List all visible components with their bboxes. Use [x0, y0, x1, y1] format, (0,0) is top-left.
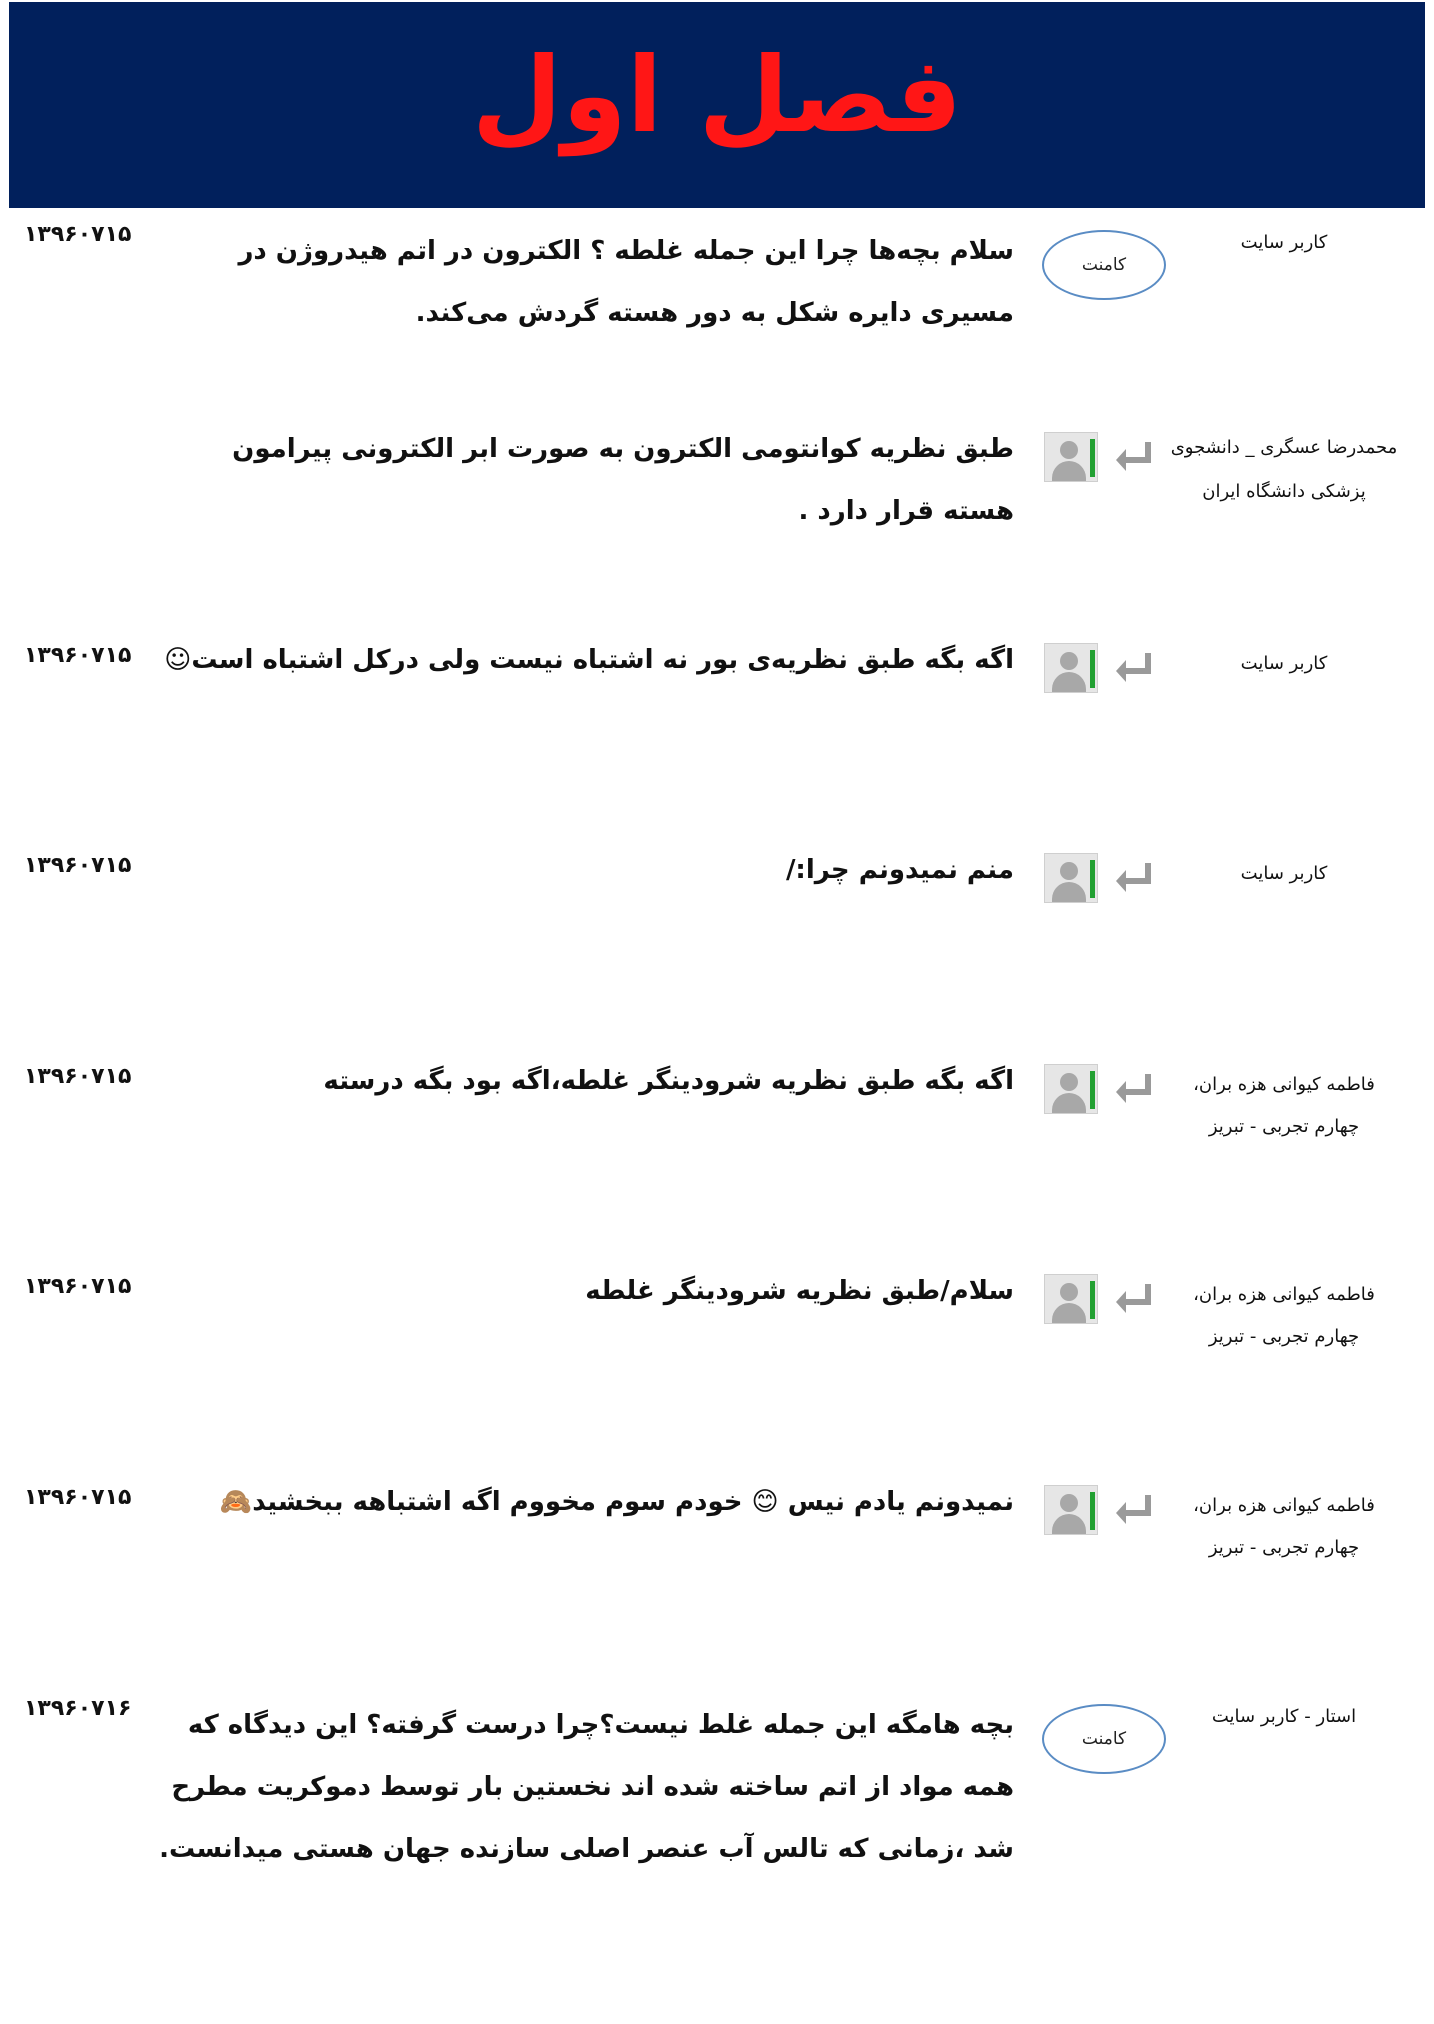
reply-arrow-icon[interactable]	[1112, 434, 1156, 478]
reply-date: ۱۳۹۶۰۷۱۵	[24, 1485, 132, 1510]
reply-date: ۱۳۹۶۰۷۱۵	[24, 1064, 132, 1089]
reply-text: اگه بگه طبق نظریه شرودینگر غلطه،اگه بود بگه درسته	[323, 1066, 1014, 1096]
reply-author: کاربر سایت	[1240, 863, 1328, 884]
comment-date: ۱۳۹۶۰۷۱۶	[24, 1696, 132, 1721]
comment-date: ۱۳۹۶۰۷۱۵	[24, 222, 132, 247]
reply-arrow-icon[interactable]	[1112, 855, 1156, 899]
comment-badge: کامنت	[1042, 1704, 1166, 1774]
reply-date: ۱۳۹۶۰۷۱۵	[24, 643, 132, 668]
reply-text: نمیدونم یادم نیس 😊 خودم سوم مخووم اگه اشتباهه ببخشید🙈	[219, 1487, 1014, 1517]
reply-author: کاربر سایت	[1240, 653, 1328, 674]
reply-arrow-icon[interactable]	[1112, 645, 1156, 689]
avatar	[1044, 1274, 1098, 1324]
reply-arrow-icon[interactable]	[1112, 1066, 1156, 1110]
reply-date: ۱۳۹۶۰۷۱۵	[24, 853, 132, 878]
reply-date: ۱۳۹۶۰۷۱۵	[24, 1274, 132, 1299]
chapter-title: فصل اول	[471, 34, 963, 156]
comment-author: استار - کاربر سایت	[1211, 1706, 1357, 1727]
comment-author: کاربر سایت	[1240, 232, 1328, 253]
avatar	[1044, 643, 1098, 693]
reply-arrow-icon[interactable]	[1112, 1487, 1156, 1531]
reply-text: سلام/طبق نظریه شرودینگر غلطه	[585, 1276, 1014, 1306]
reply-author: محمدرضا عسگری _ دانشجوی پزشکی دانشگاه ایران	[1170, 437, 1398, 502]
reply-arrow-icon[interactable]	[1112, 1276, 1156, 1320]
reply-text: طبق نظریه کوانتومی الکترون به صورت ابر الکترونی پیرامون هسته قرار دارد .	[232, 434, 1014, 526]
comment-text: سلام بچه‌ها چرا این جمله غلطه ؟ الکترون در اتم هیدروژن در مسیری دایره شکل به دور هسته گردش می‌کند.	[238, 236, 1014, 328]
chapter-header	[9, 2, 1425, 208]
avatar	[1044, 432, 1098, 482]
avatar	[1044, 1064, 1098, 1114]
comment-badge: کامنت	[1042, 230, 1166, 300]
reply-text: منم نمیدونم چرا:/	[785, 855, 1014, 885]
comment-text: بچه هامگه این جمله غلط نیست؟چرا درست گرفته؟ این دیدگاه که همه مواد از اتم ساخته شده اند نخستین بار توسط دموکریت مطرح شد ،زمانی که تالس آب عنصر اصلی سازنده جهان هستی میدانست.	[159, 1710, 1014, 1864]
avatar	[1044, 853, 1098, 903]
avatar	[1044, 1485, 1098, 1535]
reply-author: فاطمه کیوانی هزه بران، چهارم تجربی - تبریز	[1193, 1495, 1375, 1558]
reply-text: اگه بگه طبق نظریه‌ی بور نه اشتباه نیست ولی درکل اشتباه است☺	[164, 645, 1014, 675]
reply-author: فاطمه کیوانی هزه بران، چهارم تجربی - تبریز	[1193, 1074, 1375, 1137]
reply-author: فاطمه کیوانی هزه بران، چهارم تجربی - تبریز	[1193, 1284, 1375, 1347]
